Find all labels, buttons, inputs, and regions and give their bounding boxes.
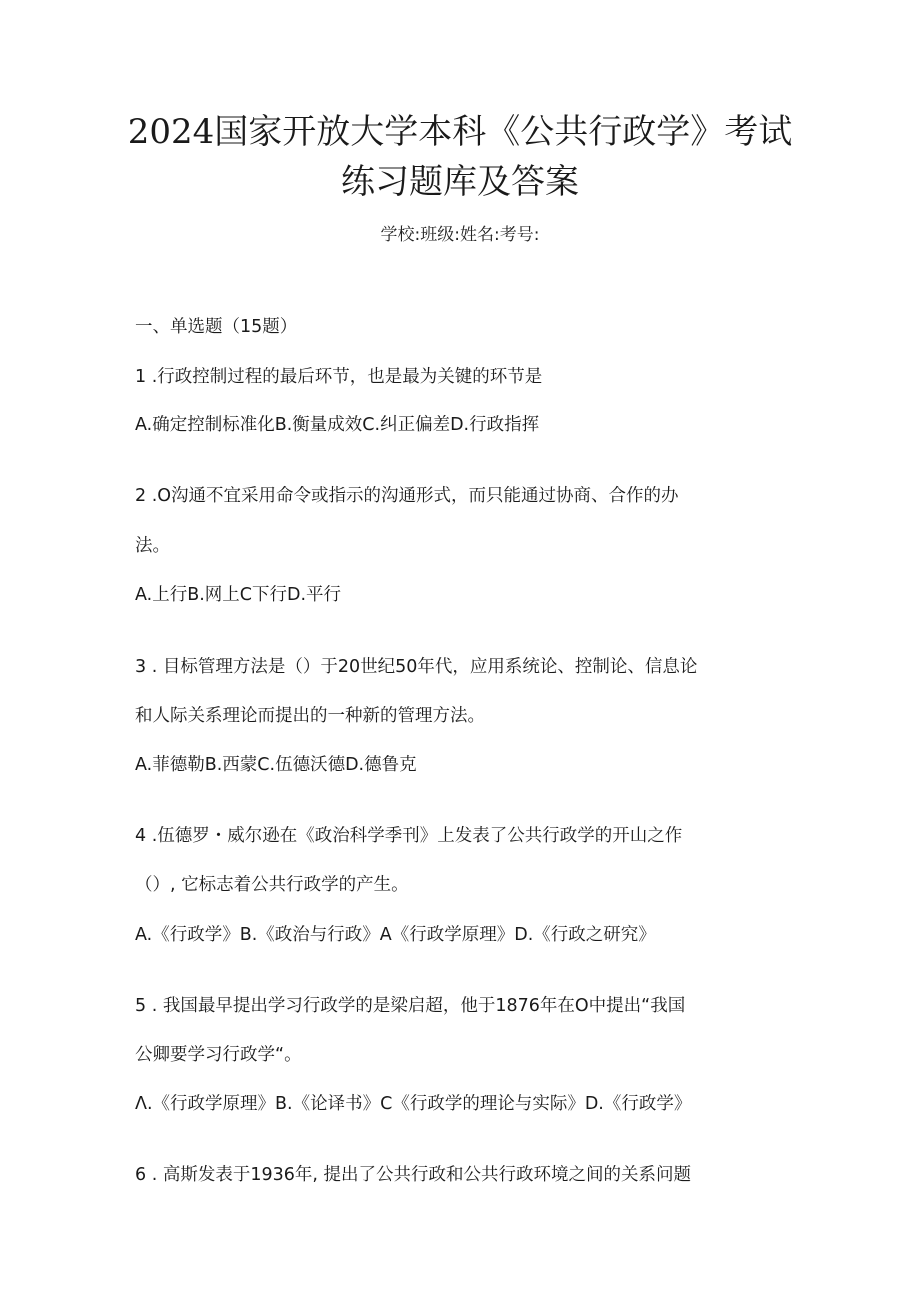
question-5-stem-line-2: 公卿要学习行政学“。 <box>135 1045 302 1065</box>
document-title-line-2: 练习题库及答案 <box>341 162 579 202</box>
question-6-stem-line-1: 6 . 高斯发表于1936年, 提出了公共行政和公共行政环境之间的关系问题 <box>135 1165 691 1185</box>
question-2-stem-line-1: 2 .O沟通不宜采用命令或指示的沟通形式，而只能通过协商、合作的办 <box>135 486 679 506</box>
question-4-stem-line-1: 4 .伍德罗・威尔逊在《政治科学季刊》上发表了公共行政学的开山之作 <box>135 826 683 846</box>
question-3-options: A.菲德勒B.西蒙C.伍德沃德D.德鲁克 <box>135 755 417 775</box>
question-3-stem-line-2: 和人际关系理论而提出的一种新的管理方法。 <box>135 706 485 726</box>
question-3-stem-line-1: 3 . 目标管理方法是（）于20世纪50年代，应用系统论、控制论、信息论 <box>135 657 698 677</box>
question-2-stem-line-2: 法。 <box>135 536 170 556</box>
question-2-options: A.上行B.网上C下行D.平行 <box>135 585 342 605</box>
question-1-options: A.确定控制标准化B.衡量成效C.纠正偏差D.行政指挥 <box>135 415 540 435</box>
question-4-options: A.《行政学》B.《政治与行政》A《行政学原理》D.《行政之研究》 <box>135 925 656 945</box>
question-5-stem-line-1: 5 . 我国最早提出学习行政学的是梁启超，他于1876年在O中提出“我国 <box>135 996 686 1016</box>
section-heading: 一、单选题（15题） <box>135 317 298 337</box>
student-info-line: 学校:班级:姓名:考号: <box>380 225 540 245</box>
question-4-stem-line-2: （）, 它标志着公共行政学的产生。 <box>135 875 409 895</box>
question-1-stem: 1 .行政控制过程的最后环节，也是最为关键的环节是 <box>135 367 543 387</box>
document-title-line-1: 2024国家开放大学本科《公共行政学》考试 <box>127 112 793 152</box>
question-5-options: Λ.《行政学原理》B.《论译书》C《行政学的理论与实际》D.《行政学》 <box>135 1094 692 1114</box>
